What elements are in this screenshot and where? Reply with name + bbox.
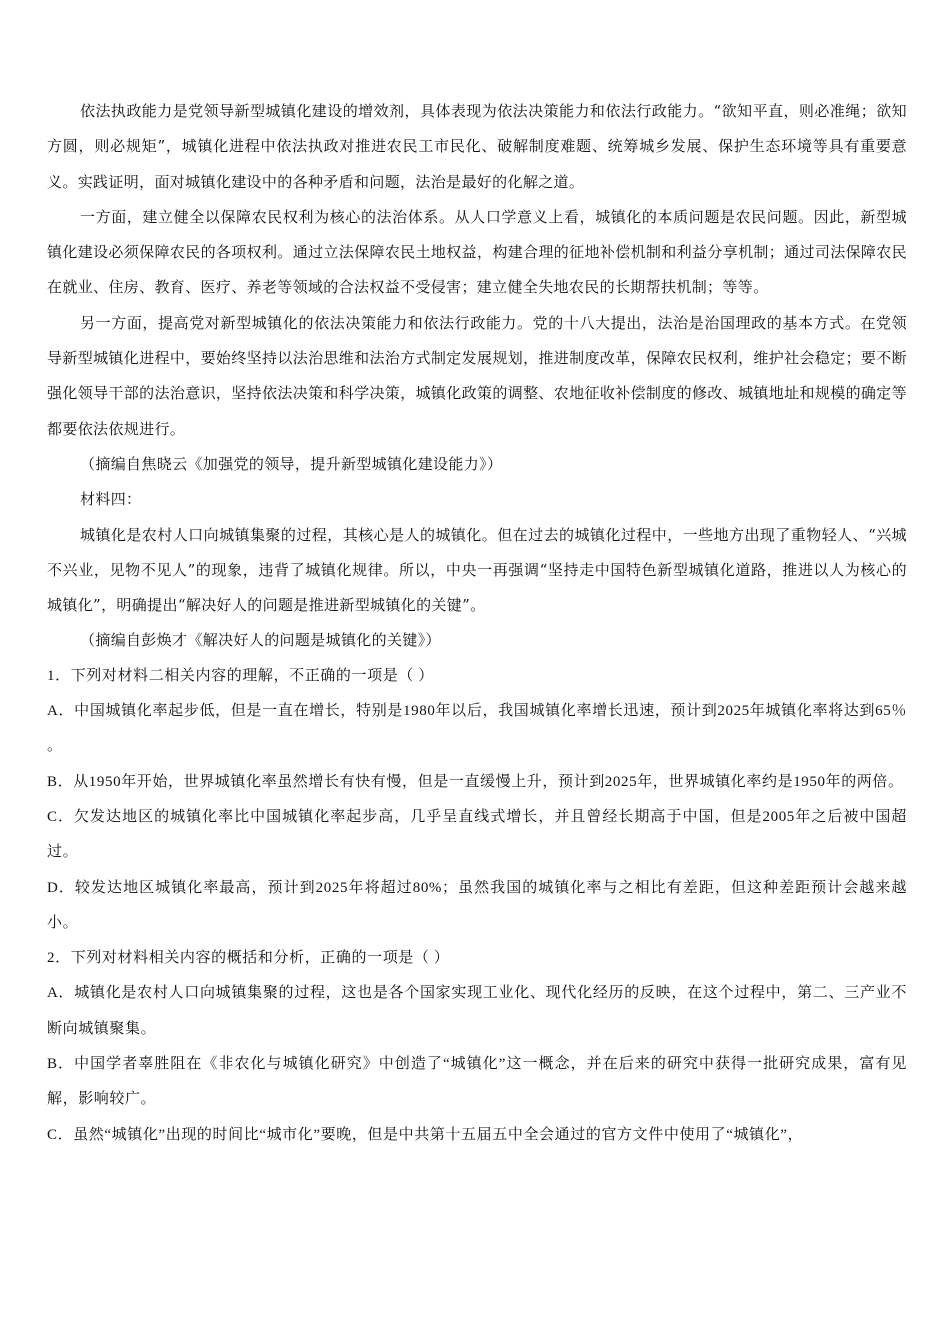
question-1-stem: 1．下列对材料二相关内容的理解，不正确的一项是（ ） xyxy=(47,667,434,684)
material-four-source: （摘编自彭焕才《解决好人的问题是城镇化的关键》） xyxy=(80,631,441,650)
question-1-option-b: B．从1950年开始，世界城镇化率虽然增长有快有慢，但是一直缓慢上升，预计到2025年，世界城镇化率约是1950年的两倍。 xyxy=(47,773,904,790)
question-1-option-c: C．欠发达地区的城镇化率比中国城镇化率起步高，几乎呈直线式增长，并且曾经长期高于中国，但是2005年之后被中国超过。 xyxy=(47,808,907,861)
material-three-source: （摘编自焦晓云《加强党的领导，提升新型城镇化建设能力》） xyxy=(80,454,503,473)
material-three-paragraph-2: 一方面，建立健全以保障农民权利为核心的法治体系。从人口学意义上看，城镇化的本质问题是农民问题。因此，新型城镇化建设必须保障农民的各项权利。通过立法保障农民土地权益，构建合理的征地补偿机制和利益分享机制；通过司法保障农民在就业、住房、教育、医疗、养老等领域的合法权益不受侵害；建立健全失地农民的长期帮扶机制；等等。 xyxy=(47,207,907,297)
page-content xyxy=(47,94,907,1153)
question-1-option-a: A．中国城镇化率起步低，但是一直在增长，特别是1980年以后，我国城镇化率增长迅速，预计到2025年城镇化率将达到65％ 。 xyxy=(47,703,907,755)
question-2-stem: 2．下列对材料相关内容的概括和分析，正确的一项是（ ） xyxy=(47,950,450,967)
material-four-paragraph: 城镇化是农村人口向城镇集聚的过程，其核心是人的城镇化。但在过去的城镇化过程中，一些地方出现了重物轻人、“兴城不兴业，见物不见人”的现象，违背了城镇化规律。所以，中央一再强调“坚持走中国特色新型城镇化道路，推进以人为核心的城镇化”，明确提出“解决好人的问题是推进新型城镇化的关键”。 xyxy=(47,525,907,615)
question-1-option-d: D．较发达地区城镇化率最高，预计到2025年将超过80%；虽然我国的城镇化率与之相比有差距，但这种差距预计会越来越小。 xyxy=(47,879,907,931)
question-2-option-c: C．虽然“城镇化”出现的时间比“城市化”要晚，但是中共第十五届五中全会通过的官方文件中使用了“城镇化”， xyxy=(47,1126,804,1143)
material-three-paragraph-1: 依法执政能力是党领导新型城镇化建设的增效剂，具体表现为依法决策能力和依法行政能力。“欲知平直，则必准绳；欲知方圆，则必规矩”，城镇化进程中依法执政对推进农民工市民化、破解制度难题、统筹城乡发展、保护生态环境等具有重要意义。实践证明，面对城镇化建设中的各种矛盾和问题，法治是最好的化解之道。 xyxy=(47,102,907,191)
material-three-paragraph-3: 另一方面，提高党对新型城镇化的依法决策能力和依法行政能力。党的十八大提出，法治是治国理政的基本方式。在党领导新型城镇化进程中，要始终坚持以法治思维和法治方式制定发展规划，推进制度改革，保障农民权利，维护社会稳定；要不断强化领导干部的法治意识，坚持依法决策和科学决策，城镇化政策的调整、农地征收补偿制度的修改、城镇地址和规模的确定等都要依法依规进行。 xyxy=(47,313,907,438)
question-2-option-a: A．城镇化是农村人口向城镇集聚的过程，这也是各个国家实现工业化、现代化经历的反映，在这个过程中，第二、三产业不断向城镇聚集。 xyxy=(47,985,907,1037)
material-four-heading: 材料四： xyxy=(80,490,142,509)
question-2-option-b: B．中国学者辜胜阻在《非农化与城镇化研究》中创造了“城镇化”这一概念，并在后来的研究中获得一批研究成果，富有见解，影响较广。 xyxy=(47,1056,907,1108)
